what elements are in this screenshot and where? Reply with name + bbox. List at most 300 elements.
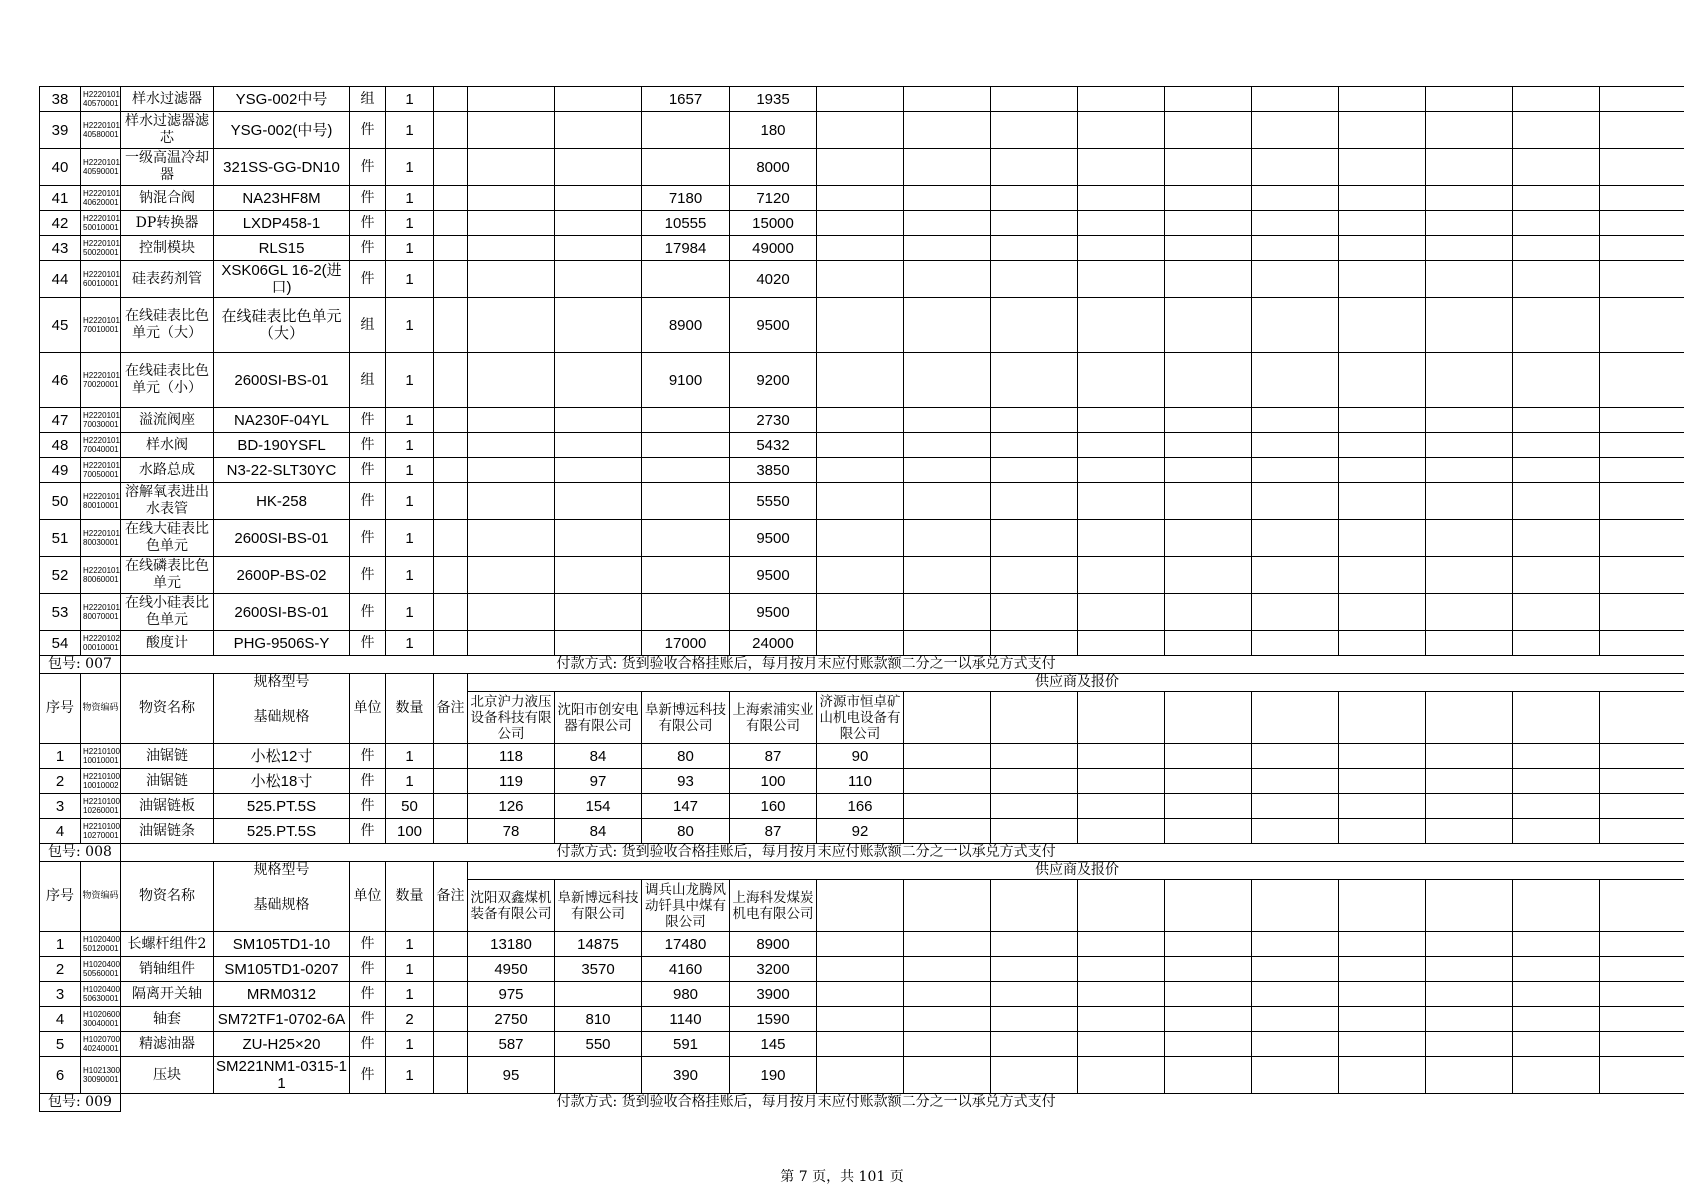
quote-price: 3850 [730, 458, 817, 483]
header-row [40, 674, 1684, 692]
quantity: 1 [386, 520, 434, 557]
table-row [40, 1057, 1684, 1094]
remark [434, 483, 468, 520]
empty-cell [1426, 880, 1513, 932]
spec: NA230F-04YL [214, 408, 350, 433]
empty-cell [817, 298, 904, 353]
empty-cell [1600, 408, 1684, 433]
quote-price [642, 483, 730, 520]
empty-cell [991, 794, 1078, 819]
empty-cell [1339, 298, 1426, 353]
empty-cell [1600, 186, 1684, 211]
quote-price: 591 [642, 1032, 730, 1057]
quote-price [468, 458, 555, 483]
empty-cell [1252, 957, 1339, 982]
quote-price: 3900 [730, 982, 817, 1007]
table-row [40, 819, 1684, 844]
quantity: 1 [386, 594, 434, 631]
material-code: H2220101 60010001 [81, 261, 121, 298]
material-name: 在线磷表比色单元 [121, 557, 214, 594]
unit: 件 [350, 819, 386, 844]
quote-price: 10555 [642, 211, 730, 236]
item-no: 38 [40, 87, 81, 112]
quantity: 1 [386, 211, 434, 236]
empty-cell [1339, 236, 1426, 261]
empty-cell [904, 631, 991, 656]
empty-cell [1252, 1032, 1339, 1057]
quote-price [468, 261, 555, 298]
empty-cell [1600, 982, 1684, 1007]
quote-price: 190 [730, 1057, 817, 1094]
empty-cell [1165, 433, 1252, 458]
empty-cell [817, 353, 904, 408]
quote-price [468, 353, 555, 408]
empty-cell [991, 186, 1078, 211]
quote-price [468, 298, 555, 353]
empty-cell [1600, 1057, 1684, 1094]
empty-cell [817, 112, 904, 149]
empty-cell [1252, 520, 1339, 557]
col-no-header: 序号 [40, 862, 81, 932]
quote-price: 8000 [730, 149, 817, 186]
quote-price [555, 982, 642, 1007]
empty-cell [904, 211, 991, 236]
empty-cell [1252, 408, 1339, 433]
material-code: H2220101 70010001 [81, 298, 121, 353]
empty-cell [1426, 594, 1513, 631]
empty-cell [1426, 769, 1513, 794]
material-name: 控制模块 [121, 236, 214, 261]
empty-cell [1513, 692, 1600, 744]
empty-cell [1078, 149, 1165, 186]
quote-price [468, 186, 555, 211]
supplier-name: 北京沪力液压设备科技有限公司 [468, 692, 555, 744]
empty-cell [1078, 483, 1165, 520]
empty-cell [991, 692, 1078, 744]
blank [121, 1094, 555, 1112]
empty-cell [1513, 631, 1600, 656]
spec: PHG-9506S-Y [214, 631, 350, 656]
empty-cell [1078, 692, 1165, 744]
quote-price: 1590 [730, 1007, 817, 1032]
remark [434, 112, 468, 149]
unit: 件 [350, 483, 386, 520]
quote-price: 980 [642, 982, 730, 1007]
empty-cell [1078, 433, 1165, 458]
quote-price [468, 520, 555, 557]
spec: 525.PT.5S [214, 819, 350, 844]
empty-cell [1513, 794, 1600, 819]
spec: 小松18寸 [214, 769, 350, 794]
quote-price: 84 [555, 744, 642, 769]
quote-price: 9500 [730, 520, 817, 557]
quote-price [468, 87, 555, 112]
spec: 2600SI-BS-01 [214, 594, 350, 631]
empty-cell [1165, 631, 1252, 656]
empty-cell [1339, 458, 1426, 483]
supplier-name: 阜新博远科技有限公司 [555, 880, 642, 932]
quote-price: 587 [468, 1032, 555, 1057]
empty-cell [1252, 483, 1339, 520]
unit: 件 [350, 520, 386, 557]
quote-price [555, 594, 642, 631]
spec: LXDP458-1 [214, 211, 350, 236]
empty-cell [1339, 631, 1426, 656]
quote-price [468, 594, 555, 631]
item-no: 2 [40, 957, 81, 982]
table-row [40, 149, 1684, 186]
col-name-header: 物资名称 [121, 862, 214, 932]
empty-cell [991, 769, 1078, 794]
empty-cell [1513, 353, 1600, 408]
empty-cell [991, 957, 1078, 982]
col-unit-header: 单位 [350, 862, 386, 932]
empty-cell [991, 458, 1078, 483]
empty-cell [1426, 957, 1513, 982]
empty-cell [904, 769, 991, 794]
remark [434, 1057, 468, 1094]
quote-price: 9500 [730, 298, 817, 353]
header-row [40, 692, 1684, 744]
spec: 2600SI-BS-01 [214, 520, 350, 557]
empty-cell [1165, 932, 1252, 957]
empty-cell [817, 149, 904, 186]
empty-cell [1513, 298, 1600, 353]
quote-price [642, 261, 730, 298]
empty-cell [904, 261, 991, 298]
payment-terms: 付款方式: 货到验收合格挂账后，每月按月末应付账款额二分之一以承兑方式支付 [555, 1094, 1684, 1112]
table-row [40, 982, 1684, 1007]
remark [434, 982, 468, 1007]
quote-price [555, 87, 642, 112]
material-name: 油锯链板 [121, 794, 214, 819]
empty-cell [1165, 794, 1252, 819]
empty-cell [904, 932, 991, 957]
quantity: 1 [386, 1057, 434, 1094]
quote-price: 100 [730, 769, 817, 794]
empty-cell [904, 433, 991, 458]
empty-cell [1165, 520, 1252, 557]
empty-cell [904, 957, 991, 982]
empty-cell [1252, 932, 1339, 957]
empty-cell [1252, 794, 1339, 819]
item-no: 51 [40, 520, 81, 557]
empty-cell [1513, 1057, 1600, 1094]
col-spec-header: 规格型号 [214, 862, 350, 880]
empty-cell [1600, 87, 1684, 112]
empty-cell [1078, 1057, 1165, 1094]
item-no: 43 [40, 236, 81, 261]
material-name: 溢流阀座 [121, 408, 214, 433]
col-qty-header: 数量 [386, 862, 434, 932]
empty-cell [1339, 1032, 1426, 1057]
unit: 组 [350, 87, 386, 112]
empty-cell [904, 353, 991, 408]
empty-cell [1600, 957, 1684, 982]
quote-price [555, 112, 642, 149]
empty-cell [1600, 594, 1684, 631]
empty-cell [991, 520, 1078, 557]
table-row [40, 794, 1684, 819]
item-no: 1 [40, 932, 81, 957]
material-code: H2220102 00010001 [81, 631, 121, 656]
empty-cell [1426, 819, 1513, 844]
item-no: 48 [40, 433, 81, 458]
empty-cell [1078, 880, 1165, 932]
unit: 件 [350, 594, 386, 631]
empty-cell [1513, 1007, 1600, 1032]
empty-cell [991, 982, 1078, 1007]
empty-cell [991, 819, 1078, 844]
item-no: 46 [40, 353, 81, 408]
empty-cell [1165, 744, 1252, 769]
material-name: 压块 [121, 1057, 214, 1094]
material-name: 硅表药剂管 [121, 261, 214, 298]
empty-cell [1513, 769, 1600, 794]
empty-cell [904, 483, 991, 520]
empty-cell [817, 880, 904, 932]
empty-cell [1252, 982, 1339, 1007]
col-unit-header: 单位 [350, 674, 386, 744]
material-name: 在线硅表比色单元（大） [121, 298, 214, 353]
material-code: H2210100 10010001 [81, 744, 121, 769]
empty-cell [1426, 261, 1513, 298]
material-code: H1020400 50120001 [81, 932, 121, 957]
table-row [40, 408, 1684, 433]
empty-cell [1078, 932, 1165, 957]
quote-price [555, 408, 642, 433]
empty-cell [1600, 298, 1684, 353]
quote-price [555, 261, 642, 298]
empty-cell [1078, 520, 1165, 557]
empty-cell [904, 692, 991, 744]
material-name: 隔离开关轴 [121, 982, 214, 1007]
quote-price: 810 [555, 1007, 642, 1032]
table-row [40, 186, 1684, 211]
remark [434, 353, 468, 408]
unit: 件 [350, 112, 386, 149]
empty-cell [1165, 408, 1252, 433]
quote-price: 92 [817, 819, 904, 844]
item-no: 41 [40, 186, 81, 211]
quote-price [642, 520, 730, 557]
material-name: 在线大硅表比色单元 [121, 520, 214, 557]
empty-cell [904, 1007, 991, 1032]
supplier-group-header: 供应商及报价 [468, 674, 1684, 692]
empty-cell [1600, 149, 1684, 186]
spec: HK-258 [214, 483, 350, 520]
empty-cell [904, 520, 991, 557]
quote-price: 87 [730, 819, 817, 844]
material-code: H2220101 40570001 [81, 87, 121, 112]
empty-cell [1513, 982, 1600, 1007]
empty-cell [1426, 794, 1513, 819]
empty-cell [1165, 87, 1252, 112]
quantity: 100 [386, 819, 434, 844]
empty-cell [1339, 932, 1426, 957]
empty-cell [1513, 957, 1600, 982]
quote-price: 80 [642, 744, 730, 769]
empty-cell [1339, 819, 1426, 844]
quote-price: 93 [642, 769, 730, 794]
material-code: H2220101 80010001 [81, 483, 121, 520]
supplier-name: 沈阳市创安电器有限公司 [555, 692, 642, 744]
quantity: 1 [386, 149, 434, 186]
empty-cell [1165, 1032, 1252, 1057]
empty-cell [1513, 557, 1600, 594]
remark [434, 298, 468, 353]
empty-cell [1165, 211, 1252, 236]
remark [434, 557, 468, 594]
unit: 件 [350, 1007, 386, 1032]
empty-cell [1600, 1007, 1684, 1032]
empty-cell [1078, 769, 1165, 794]
empty-cell [904, 880, 991, 932]
quantity: 1 [386, 186, 434, 211]
empty-cell [1339, 880, 1426, 932]
empty-cell [817, 186, 904, 211]
empty-cell [1600, 236, 1684, 261]
empty-cell [1252, 692, 1339, 744]
material-name: DP转换器 [121, 211, 214, 236]
empty-cell [1339, 211, 1426, 236]
empty-cell [991, 483, 1078, 520]
empty-cell [904, 149, 991, 186]
empty-cell [1252, 819, 1339, 844]
unit: 件 [350, 236, 386, 261]
quote-price [642, 594, 730, 631]
empty-cell [1165, 880, 1252, 932]
table-row [40, 744, 1684, 769]
package-row [40, 1094, 1684, 1112]
quote-price [468, 631, 555, 656]
col-no-header: 序号 [40, 674, 81, 744]
spec: N3-22-SLT30YC [214, 458, 350, 483]
empty-cell [1078, 112, 1165, 149]
quantity: 50 [386, 794, 434, 819]
quote-price [642, 557, 730, 594]
empty-cell [991, 594, 1078, 631]
material-code: H2220101 40590001 [81, 149, 121, 186]
quote-price: 1935 [730, 87, 817, 112]
empty-cell [1078, 744, 1165, 769]
quote-price: 87 [730, 744, 817, 769]
empty-cell [1513, 520, 1600, 557]
spec: 321SS-GG-DN10 [214, 149, 350, 186]
empty-cell [991, 353, 1078, 408]
empty-cell [991, 149, 1078, 186]
material-name: 水路总成 [121, 458, 214, 483]
quote-price: 90 [817, 744, 904, 769]
material-name: 精滤油器 [121, 1032, 214, 1057]
spec: YSG-002中号 [214, 87, 350, 112]
empty-cell [1252, 87, 1339, 112]
unit: 件 [350, 932, 386, 957]
quote-price: 550 [555, 1032, 642, 1057]
quantity: 1 [386, 236, 434, 261]
empty-cell [904, 744, 991, 769]
material-code: H1020400 50560001 [81, 957, 121, 982]
blank [121, 844, 555, 862]
quote-price: 1657 [642, 87, 730, 112]
empty-cell [1252, 631, 1339, 656]
empty-cell [1426, 353, 1513, 408]
remark [434, 236, 468, 261]
empty-cell [1426, 298, 1513, 353]
quote-price: 95 [468, 1057, 555, 1094]
empty-cell [1165, 186, 1252, 211]
remark [434, 957, 468, 982]
quote-price: 15000 [730, 211, 817, 236]
table-row [40, 631, 1684, 656]
empty-cell [991, 261, 1078, 298]
empty-cell [1252, 149, 1339, 186]
package-number: 包号: 009 [40, 1094, 121, 1112]
empty-cell [1078, 794, 1165, 819]
empty-cell [1339, 87, 1426, 112]
empty-cell [817, 211, 904, 236]
quotation-sheet [39, 86, 1684, 1112]
empty-cell [1426, 483, 1513, 520]
remark [434, 794, 468, 819]
quote-price: 9500 [730, 557, 817, 594]
spec: NA23HF8M [214, 186, 350, 211]
material-code: H2220101 50020001 [81, 236, 121, 261]
spec: BD-190YSFL [214, 433, 350, 458]
material-name: 样水过滤器 [121, 87, 214, 112]
empty-cell [817, 932, 904, 957]
quote-price: 2750 [468, 1007, 555, 1032]
quantity: 1 [386, 458, 434, 483]
quote-price: 8900 [730, 932, 817, 957]
material-name: 样水过滤器滤芯 [121, 112, 214, 149]
empty-cell [1165, 594, 1252, 631]
empty-cell [991, 211, 1078, 236]
empty-cell [991, 87, 1078, 112]
quote-price [642, 408, 730, 433]
material-name: 在线硅表比色单元（小） [121, 353, 214, 408]
empty-cell [1078, 211, 1165, 236]
empty-cell [1078, 458, 1165, 483]
empty-cell [1165, 298, 1252, 353]
empty-cell [1426, 87, 1513, 112]
empty-cell [1339, 112, 1426, 149]
quote-price [555, 353, 642, 408]
unit: 组 [350, 353, 386, 408]
empty-cell [1513, 433, 1600, 458]
quote-price [468, 211, 555, 236]
empty-cell [1600, 112, 1684, 149]
payment-terms: 付款方式: 货到验收合格挂账后，每月按月末应付账款额二分之一以承兑方式支付 [555, 844, 1684, 862]
empty-cell [817, 957, 904, 982]
quantity: 1 [386, 1032, 434, 1057]
quote-price [555, 631, 642, 656]
empty-cell [1426, 520, 1513, 557]
empty-cell [1426, 982, 1513, 1007]
empty-cell [1600, 880, 1684, 932]
empty-cell [817, 408, 904, 433]
empty-cell [1339, 520, 1426, 557]
empty-cell [904, 186, 991, 211]
item-no: 44 [40, 261, 81, 298]
quote-price [468, 236, 555, 261]
empty-cell [1078, 957, 1165, 982]
empty-cell [1600, 211, 1684, 236]
empty-cell [1339, 957, 1426, 982]
empty-cell [1600, 353, 1684, 408]
remark [434, 408, 468, 433]
spec: 2600SI-BS-01 [214, 353, 350, 408]
